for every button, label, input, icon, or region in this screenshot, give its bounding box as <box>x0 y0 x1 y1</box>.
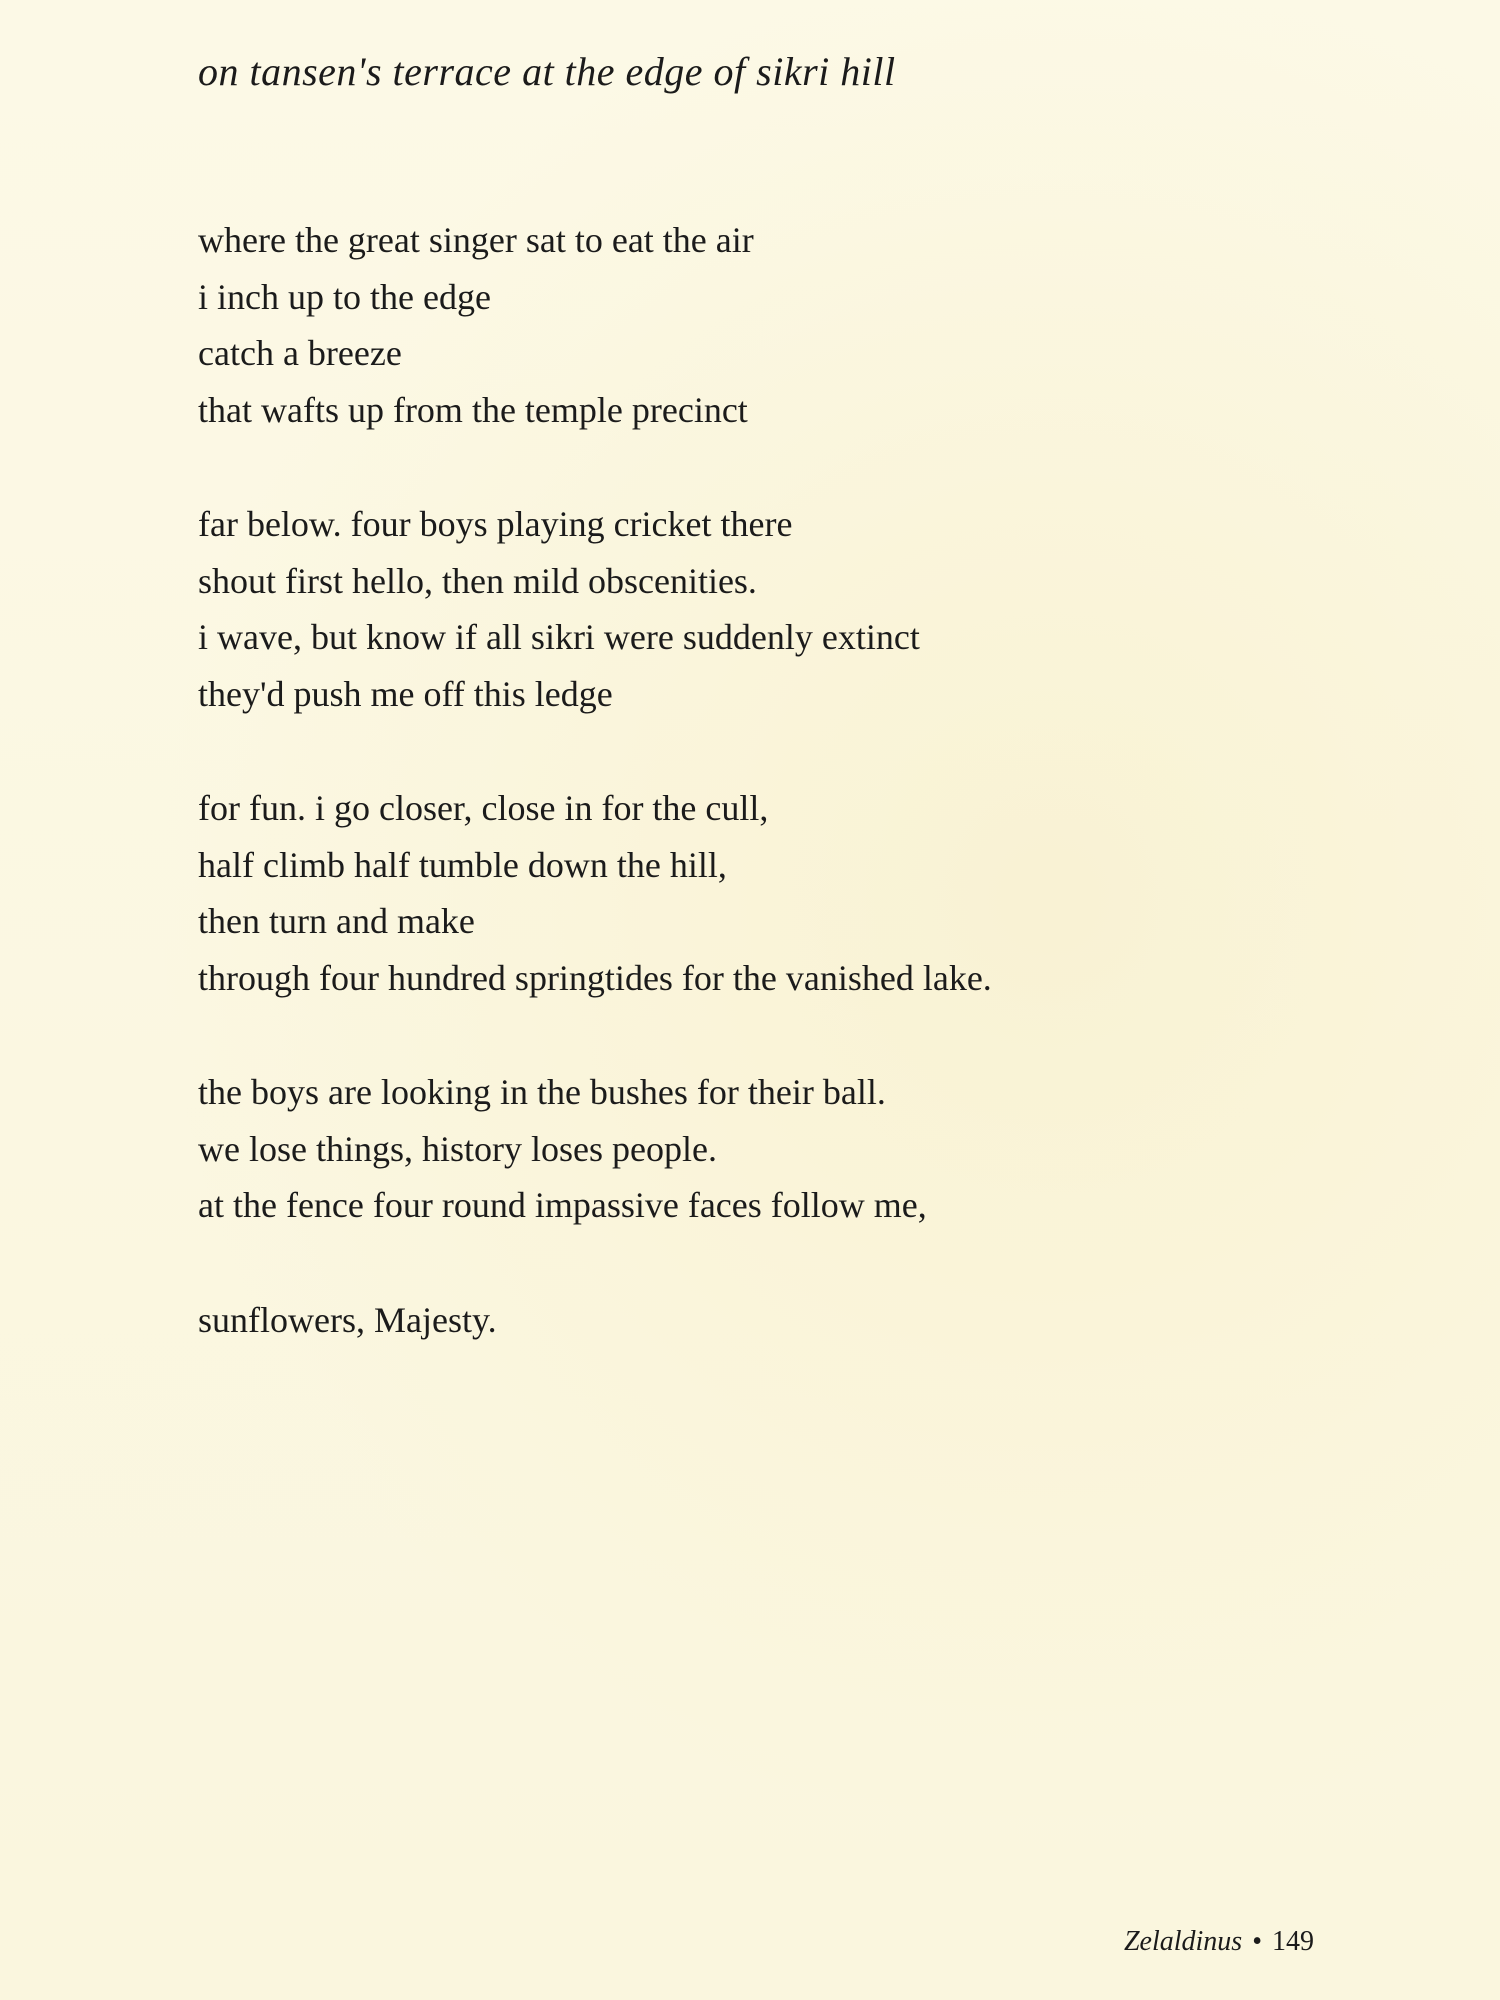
poem-line: the boys are looking in the bushes for their ball. <box>198 1072 886 1112</box>
poem-line: at the fence four round impassive faces follow me, <box>198 1185 927 1225</box>
poem-line: then turn and make <box>198 901 475 941</box>
stanza <box>198 780 1378 1006</box>
poem-line: where the great singer sat to eat the air <box>198 220 754 260</box>
poem-line: i wave, but know if all sikri were suddenly extinct <box>198 617 920 657</box>
stanza <box>198 212 1378 438</box>
poem-body <box>198 212 1378 1406</box>
stanza <box>198 1292 1378 1349</box>
poem-line: for fun. i go closer, close in for the cull, <box>198 788 769 828</box>
poem-line: far below. four boys playing cricket there <box>198 504 793 544</box>
book-title: Zelaldinus <box>1123 1926 1243 1957</box>
poem-line: they'd push me off this ledge <box>198 673 613 714</box>
poem-line: through four hundred springtides for the vanished lake. <box>198 957 992 998</box>
poem-title: on tansen's terrace at the edge of sikri hill <box>198 49 896 94</box>
poem-line: catch a breeze <box>198 333 402 373</box>
page-number: 149 <box>1272 1926 1314 1957</box>
stanza <box>198 496 1378 722</box>
poem-line: i inch up to the edge <box>198 276 491 317</box>
footer-separator: • <box>1252 1926 1262 1957</box>
stanza <box>198 1064 1378 1234</box>
poem-line: shout first hello, then mild obscenities. <box>198 560 757 601</box>
poem-line: we lose things, history loses people. <box>198 1128 717 1169</box>
poem-line: sunflowers, Majesty. <box>198 1299 497 1340</box>
poem-line: that wafts up from the temple precinct <box>198 389 748 430</box>
page-footer <box>1124 1926 1314 1958</box>
poem-line: half climb half tumble down the hill, <box>198 844 727 885</box>
